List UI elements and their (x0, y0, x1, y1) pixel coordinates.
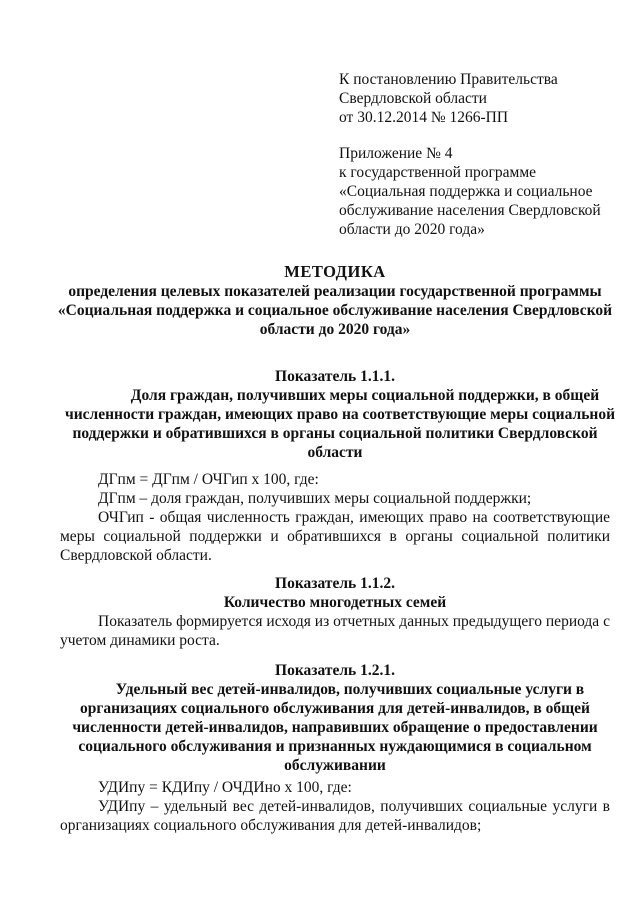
indicator-111-heading (60, 367, 615, 462)
indicator-121-heading (60, 661, 610, 775)
indicator-112-heading (60, 574, 610, 612)
header-line: «Социальная поддержка и социальное (339, 183, 593, 200)
section-heading: Показатель 1.1.1. (275, 368, 395, 385)
formula: ДГпм = ДГпм / ОЧГип х 100, где: (98, 471, 319, 488)
header-line: к государственной программе (339, 164, 537, 181)
header-line: Свердловской области (339, 90, 487, 107)
title-line: области до 2020 года» (259, 321, 411, 338)
title-main: МЕТОДИКА (284, 262, 386, 281)
section-name: численности граждан, имеющих право на соответствующие меры социальной (64, 406, 615, 423)
section-name: организациях социального обслуживания для детей-инвалидов, в общей (80, 700, 590, 717)
section-name: численности детей-инвалидов, направивших обращение о предоставлении (72, 719, 598, 736)
header-line: области до 2020 года» (339, 221, 485, 238)
header-line: обслуживание населения Свердловской (339, 202, 601, 219)
indicator-112-body (60, 612, 610, 650)
indicator-111-body (60, 470, 610, 565)
section-heading: Показатель 1.2.1. (275, 662, 395, 679)
document-title (40, 262, 630, 339)
header-line: Приложение № 4 (339, 145, 453, 162)
title-line: определения целевых показателей реализации государственной программы (68, 283, 602, 300)
definition: ОЧГип - общая численность граждан, имеющих право на соответствующие меры социальной поддержки и обратившихся в органы социальной политики Свердловской области. (60, 509, 610, 564)
indicator-121-body (60, 778, 610, 835)
title-line: «Социальная поддержка и социальное обслуживание населения Свердловской (57, 302, 613, 319)
section-name: социального обслуживания и признанных нуждающимися в социальном (78, 738, 592, 755)
section-heading: Показатель 1.1.2. (275, 575, 395, 592)
formula: УДИпу = КДИпу / ОЧДИно х 100, где: (98, 779, 352, 796)
section-name: области (307, 444, 363, 461)
section-name: обслуживании (284, 757, 386, 774)
document-header (339, 70, 629, 239)
paragraph: Показатель формируется исходя из отчетных данных предыдущего периода с учетом динамики роста. (60, 613, 610, 649)
definition: УДИпу – удельный вес детей-инвалидов, получивших социальные услуги в организациях социального обслуживания для детей-инвалидов; (60, 798, 610, 834)
header-line: К постановлению Правительства (339, 71, 558, 88)
section-name: Количество многодетных семей (223, 594, 447, 611)
section-name: Доля граждан, получивших меры социальной поддержки, в общей (130, 387, 600, 404)
definition: ДГпм – доля граждан, получивших меры социальной поддержки; (98, 490, 532, 507)
header-line: от 30.12.2014 № 1266-ПП (339, 109, 509, 126)
section-name: поддержки и обратившихся в органы социальной политики Свердловской (72, 425, 598, 442)
section-name: Удельный вес детей-инвалидов, получивших социальные услуги в (115, 681, 585, 698)
